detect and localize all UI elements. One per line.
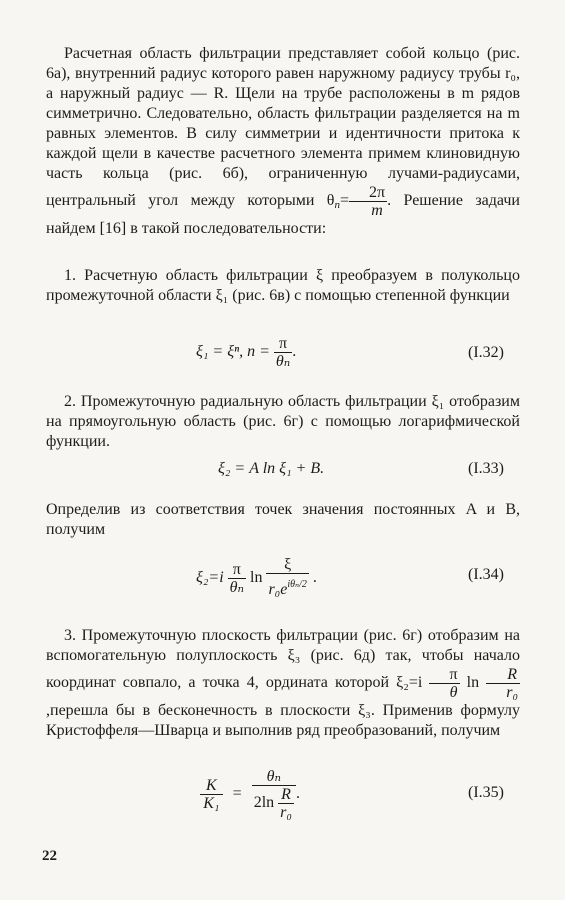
equation-i35	[0, 764, 565, 826]
eq34-den-base: r₀e	[268, 581, 288, 598]
eq32-tail: .	[292, 343, 297, 361]
eq35-R: R	[278, 786, 294, 804]
eq35-theta-fraction	[252, 768, 296, 821]
eq35-2ln: 2ln	[253, 794, 275, 812]
eq32-number: (I.32)	[468, 344, 504, 361]
angle-fraction	[349, 184, 387, 219]
eq32-numerator: π	[274, 335, 292, 353]
constants-text: Определив из соответствия точек значения постоянных A и B, получим	[46, 501, 520, 538]
eq35-r0: r₀	[280, 804, 292, 821]
eq35-theta: θₙ	[252, 768, 296, 786]
constants-paragraph	[46, 500, 520, 540]
step-3-r0: r₀	[506, 684, 519, 701]
eq35-denominator	[252, 786, 296, 821]
eq34-tail: .	[312, 569, 317, 587]
eq32-denominator: θₙ	[275, 353, 291, 370]
equals-sign: =	[339, 192, 350, 210]
eq34-theta: θₙ	[229, 579, 244, 596]
eq33-number: (I.33)	[468, 460, 504, 477]
eq35-K: K	[200, 777, 223, 795]
eq35-number: (I.35)	[468, 784, 504, 801]
intro-paragraph	[46, 44, 520, 239]
eq32-lhs: ξ₁ = ξⁿ, n =	[196, 343, 270, 361]
eq34-pi-fraction	[228, 561, 246, 596]
eq34-xi: ξ	[266, 556, 308, 574]
eq32-fraction	[274, 335, 292, 370]
step-2-text: 2. Промежуточную радиальную область фильтрации ξ₁ отобразим на прямоугольную область (рис. 6г) с помощью логарифмической функции.	[46, 393, 520, 450]
page-number: 22	[42, 848, 57, 864]
eq34-den-exponent: iθₙ/2	[287, 579, 307, 590]
step-1-paragraph	[46, 266, 520, 306]
step-3-ln: ln	[466, 674, 480, 692]
theta-subscript: n	[334, 199, 340, 212]
step-3-text-end: ,перешла бы в бесконечность в плоскости ξ₃. Применив формулу Кристоффеля—Шварца и выполнив ряд преобразований, получим	[46, 702, 520, 739]
step-3-pi: π	[429, 666, 459, 684]
step-3-theta: θ	[449, 684, 458, 701]
angle-fraction-denominator: m	[371, 202, 383, 219]
intro-text-start: Расчетная область фильтрации представляет собой кольцо (рис. 6а), внутренний радиус которого равен наружному радиусу трубы r₀, а наружный радиус — R. Щели на трубе расположены в m рядов симметрично. Следовательно, область фильтрации разделяется на m равных элементов. В силу симметрии и идентичности притока к каждой щели в качестве расчетного элемента примем клиновидную часть кольца (рис. 6б), ограниченную лучами-радиусами, центральный угол между которыми θ	[46, 45, 520, 210]
step-1-text: 1. Расчетную область фильтрации ξ преобразуем в полукольцо промежуточной области ξ₁ (рис. 6в) с помощью степенной функции	[46, 267, 520, 304]
eq35-k-fraction	[200, 777, 223, 812]
eq33-expression: ξ₂ = A ln ξ₁ + B.	[218, 460, 325, 477]
angle-fraction-numerator: 2π	[349, 184, 387, 202]
step-3-text-start: 3. Промежуточную плоскость фильтрации (рис. 6г) отобразим на вспомогательную полуплоскость ξ₃ (рис. 6д) так, чтобы начало координат совпало, а точка 4, ордината которой ξ₂=i	[46, 627, 520, 692]
eq34-denominator	[266, 574, 308, 601]
eq34-xi-fraction	[266, 556, 308, 601]
eq34-ln: ln	[250, 569, 263, 587]
equation-i34	[0, 548, 565, 610]
eq34-lhs: ξ₂=i	[196, 569, 224, 587]
step-2-paragraph	[46, 392, 520, 452]
step-3-R: R	[486, 666, 520, 684]
eq35-tail: .	[295, 785, 300, 803]
eq35-K1: K₁	[203, 795, 220, 812]
eq35-inner-fraction	[278, 786, 294, 821]
step-3-pi-fraction	[429, 666, 459, 701]
equation-i33	[0, 458, 565, 498]
step-3-r-fraction	[486, 666, 520, 701]
eq34-pi: π	[228, 561, 246, 579]
eq35-equals: =	[232, 785, 242, 803]
equation-i32	[0, 332, 565, 372]
intro-text-end: . Решение задачи найдем [16] в такой последовательности:	[46, 192, 520, 237]
eq34-number: (I.34)	[468, 566, 504, 583]
step-3-paragraph	[46, 626, 520, 741]
